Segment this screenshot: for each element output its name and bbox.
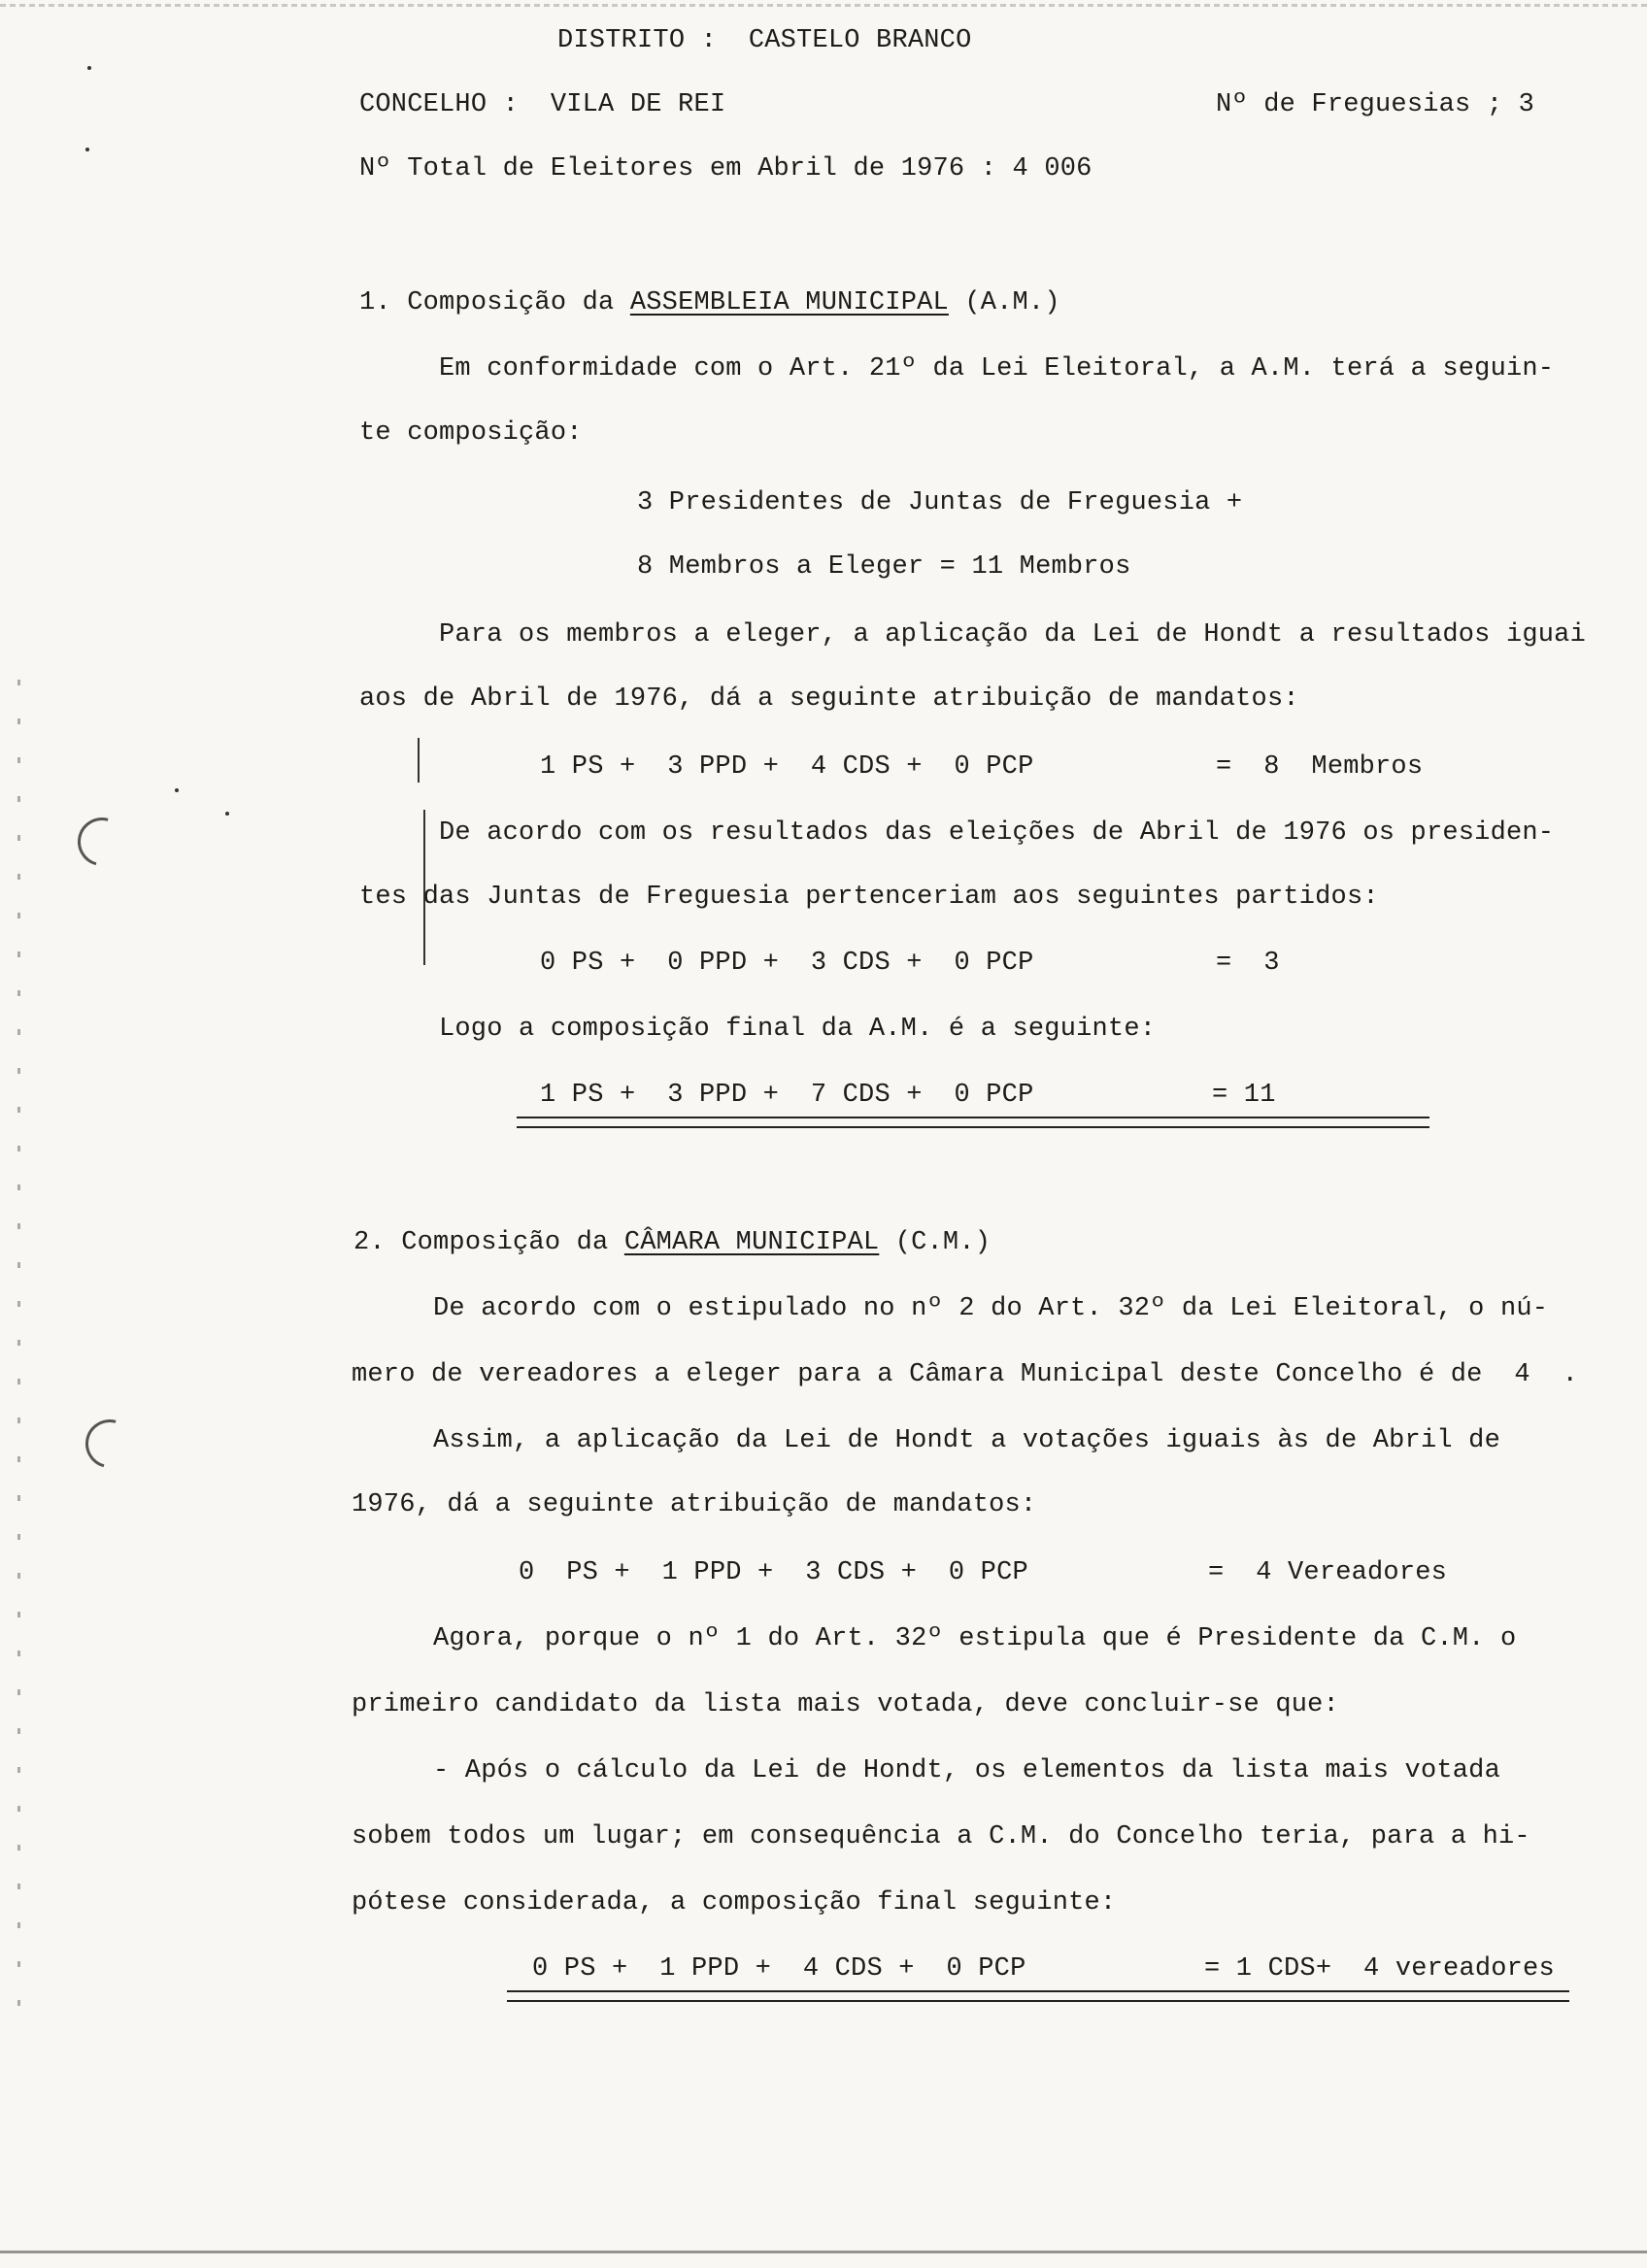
section2-paragraph: De acordo com o estipulado no nº 2 do Art. 32º da Lei Eleitoral, o nú- bbox=[433, 1294, 1549, 1323]
composition-line: 8 Membros a Eleger = 11 Membros bbox=[637, 552, 1131, 582]
composition-line: 3 Presidentes de Juntas de Freguesia + bbox=[637, 488, 1243, 517]
underline-rule bbox=[507, 1990, 1569, 1992]
speck bbox=[85, 148, 89, 151]
allocation-vereadores: 0 PS + 1 PPD + 3 CDS + 0 PCP bbox=[519, 1558, 1028, 1587]
municipality-label: CONCELHO : VILA DE REI bbox=[359, 90, 726, 119]
punch-hole-icon bbox=[69, 809, 135, 875]
scan-artifact-bottom bbox=[0, 2251, 1647, 2253]
section1-paragraph: aos de Abril de 1976, dá a seguinte atribuição de mandatos: bbox=[359, 684, 1299, 714]
speck bbox=[175, 788, 179, 792]
section2-paragraph: mero de vereadores a eleger para a Câmara Municipal deste Concelho é de 4 . bbox=[352, 1360, 1579, 1389]
section2-paragraph: pótese considerada, a composição final seguinte: bbox=[352, 1888, 1117, 1918]
speck bbox=[225, 812, 229, 816]
allocation-presidents: 0 PS + 0 PPD + 3 CDS + 0 PCP bbox=[540, 949, 1034, 978]
section2-paragraph: - Após o cálculo da Lei de Hondt, os elementos da lista mais votada bbox=[433, 1756, 1500, 1785]
district-label: DISTRITO : CASTELO BRANCO bbox=[557, 26, 972, 55]
section2-paragraph: 1976, dá a seguinte atribuição de mandatos: bbox=[352, 1490, 1037, 1519]
section2-heading-underlined: CÂMARA MUNICIPAL bbox=[623, 1228, 880, 1257]
total-voters: Nº Total de Eleitores em Abril de 1976 : 4 006 bbox=[359, 154, 1092, 183]
underline-rule bbox=[517, 1117, 1429, 1118]
section2-heading: 2. Composição da CÂMARA MUNICIPAL (C.M.) bbox=[353, 1228, 992, 1257]
final-composition-cm: 0 PS + 1 PPD + 4 CDS + 0 PCP bbox=[532, 1954, 1026, 1984]
section2-paragraph: Assim, a aplicação da Lei de Hondt a votações iguais às de Abril de bbox=[433, 1426, 1500, 1455]
section1-paragraph: te composição: bbox=[359, 418, 583, 448]
margin-mark bbox=[418, 738, 420, 783]
underline-rule bbox=[517, 1126, 1429, 1128]
allocation-vereadores-total: = 4 Vereadores bbox=[1208, 1558, 1448, 1587]
section1-paragraph: Em conformidade com o Art. 21º da Lei Eleitoral, a A.M. terá a seguin- bbox=[439, 354, 1555, 384]
section1-paragraph: Logo a composição final da A.M. é a seguinte: bbox=[439, 1015, 1157, 1044]
scan-artifact-edge bbox=[17, 680, 20, 2039]
underline-rule bbox=[507, 2000, 1569, 2002]
allocation-presidents-total: = 3 bbox=[1216, 949, 1280, 978]
section2-paragraph: primeiro candidato da lista mais votada, deve concluir-se que: bbox=[352, 1690, 1339, 1719]
parish-count: Nº de Freguesias ; 3 bbox=[1216, 90, 1535, 119]
section1-paragraph: Para os membros a eleger, a aplicação da Lei de Hondt a resultados iguai bbox=[439, 620, 1586, 650]
punch-hole-icon bbox=[77, 1411, 143, 1477]
final-composition-am: 1 PS + 3 PPD + 7 CDS + 0 PCP bbox=[540, 1081, 1034, 1110]
allocation-members: 1 PS + 3 PPD + 4 CDS + 0 PCP bbox=[540, 752, 1034, 782]
section2-paragraph: Agora, porque o nº 1 do Art. 32º estipula que é Presidente da C.M. o bbox=[433, 1624, 1517, 1653]
scan-artifact-top bbox=[0, 4, 1647, 7]
section1-heading-underlined: ASSEMBLEIA MUNICIPAL bbox=[629, 288, 949, 317]
final-total-cm: = 1 CDS+ 4 vereadores bbox=[1204, 1954, 1555, 1984]
section1-paragraph: tes das Juntas de Freguesia pertenceriam aos seguintes partidos: bbox=[359, 883, 1379, 912]
final-total-am: = 11 bbox=[1212, 1081, 1276, 1110]
speck bbox=[87, 66, 91, 70]
section1-heading: 1. Composição da ASSEMBLEIA MUNICIPAL (A.M.) bbox=[359, 288, 1060, 317]
allocation-members-total: = 8 Membros bbox=[1216, 752, 1424, 782]
section1-paragraph: De acordo com os resultados das eleições de Abril de 1976 os presiden- bbox=[439, 818, 1555, 848]
section2-paragraph: sobem todos um lugar; em consequência a C.M. do Concelho teria, para a hi- bbox=[352, 1822, 1530, 1851]
